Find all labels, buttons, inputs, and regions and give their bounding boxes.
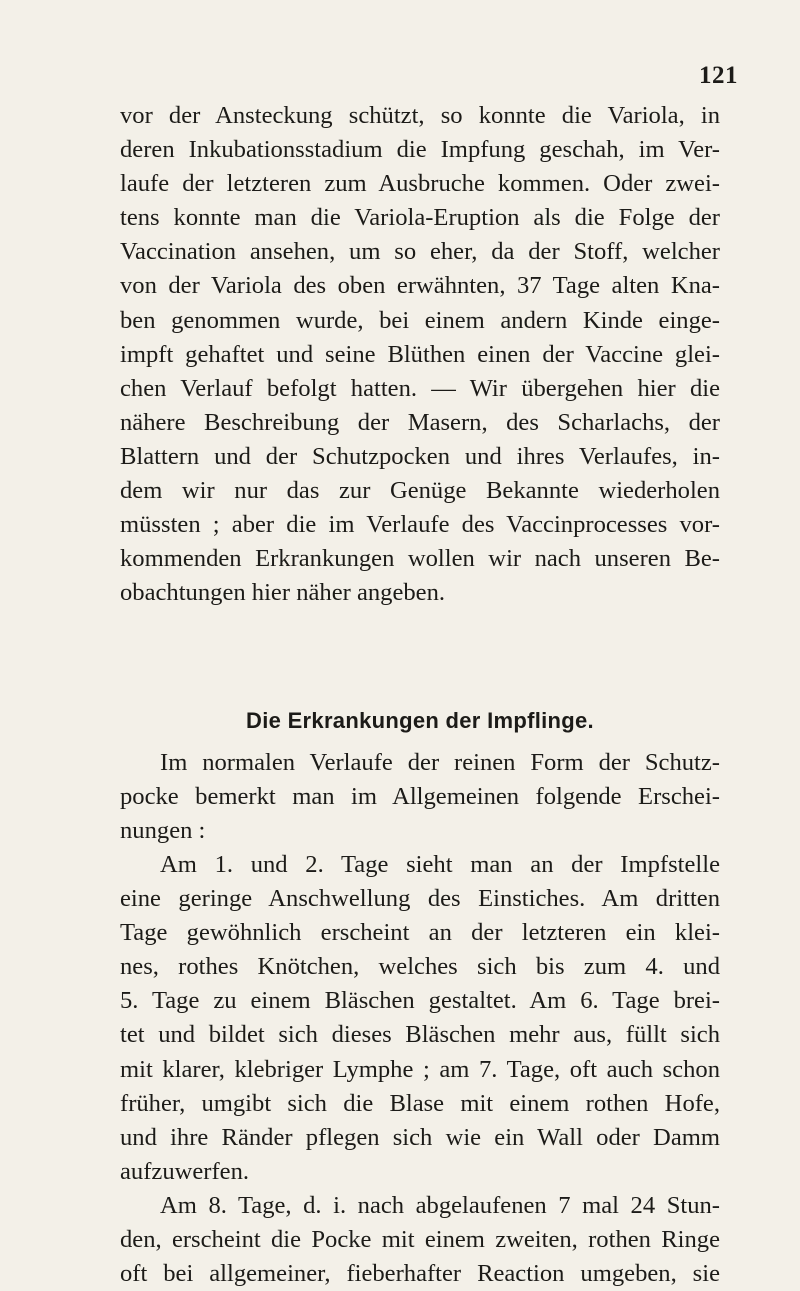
text-line: ben genommen wurde, bei einem andern Kinde einge- xyxy=(120,306,720,334)
text-line: pocke bemerkt man im Allgemeinen folgende Erschei- xyxy=(120,783,720,811)
text-line: deren Inkubationsstadium die Impfung geschah, im Ver- xyxy=(120,136,720,164)
paragraph-2 xyxy=(120,746,720,848)
text-line: vor der Ansteckung schützt, so konnte die Variola, in xyxy=(120,102,720,129)
text-line: laufe der letzteren zum Ausbruche kommen. Oder zwei- xyxy=(120,170,720,198)
text-line: impft gehaftet und seine Blüthen einen der Vaccine glei- xyxy=(120,340,720,368)
text-line: müssten ; aber die im Verlaufe des Vaccinprocesses vor- xyxy=(120,511,720,539)
paragraph-4 xyxy=(120,1189,720,1291)
text-line: kommenden Erkrankungen wollen wir nach unseren Be- xyxy=(120,545,720,573)
text-line: mit klarer, klebriger Lymphe ; am 7. Tage, oft auch schon xyxy=(120,1055,720,1083)
text-line: tet und bildet sich dieses Bläschen mehr aus, füllt sich xyxy=(120,1021,720,1049)
text-line: früher, umgibt sich die Blase mit einem rothen Hofe, xyxy=(120,1089,720,1117)
text-line: oft bei allgemeiner, fieberhafter Reaction umgeben, sie xyxy=(120,1260,720,1288)
text-line: und ihre Ränder pflegen sich wie ein Wall oder Damm xyxy=(120,1123,720,1151)
text-line: Vaccination ansehen, um so eher, da der Stoff, welcher xyxy=(120,238,720,266)
text-line: 5. Tage zu einem Bläschen gestaltet. Am 6. Tage brei- xyxy=(120,987,720,1015)
page-number: 121 xyxy=(699,62,738,89)
text-line: von der Variola des oben erwähnten, 37 Tage alten Kna- xyxy=(120,272,720,300)
paragraph-1 xyxy=(120,99,720,610)
text-line: Im normalen Verlaufe der reinen Form der Schutz- xyxy=(160,749,720,776)
text-line: nungen : xyxy=(120,817,206,845)
text-line: tens konnte man die Variola-Eruption als die Folge der xyxy=(120,204,720,232)
text-line: aufzuwerfen. xyxy=(120,1157,250,1185)
text-line: Blattern und der Schutzpocken und ihres Verlaufes, in- xyxy=(120,442,720,470)
text-line: Am 1. und 2. Tage sieht man an der Impfstelle xyxy=(160,851,720,878)
section-heading: Die Erkrankungen der Impflinge. xyxy=(246,708,594,733)
text-line: obachtungen hier näher angeben. xyxy=(120,579,446,607)
text-line: Am 8. Tage, d. i. nach abgelaufenen 7 mal 24 Stun- xyxy=(160,1192,720,1219)
text-line: eine geringe Anschwellung des Einstiches. Am dritten xyxy=(120,885,720,913)
text-line: nähere Beschreibung der Masern, des Scharlachs, der xyxy=(120,408,720,436)
text-line: chen Verlauf befolgt hatten. — Wir übergehen hier die xyxy=(120,374,720,402)
text-line: Tage gewöhnlich erscheint an der letzteren ein klei- xyxy=(120,919,720,947)
text-line: dem wir nur das zur Genüge Bekannte wiederholen xyxy=(120,477,720,505)
text-line: nes, rothes Knötchen, welches sich bis zum 4. und xyxy=(120,953,720,981)
paragraph-3 xyxy=(120,848,720,1189)
text-line: den, erscheint die Pocke mit einem zweiten, rothen Ringe xyxy=(120,1226,720,1254)
